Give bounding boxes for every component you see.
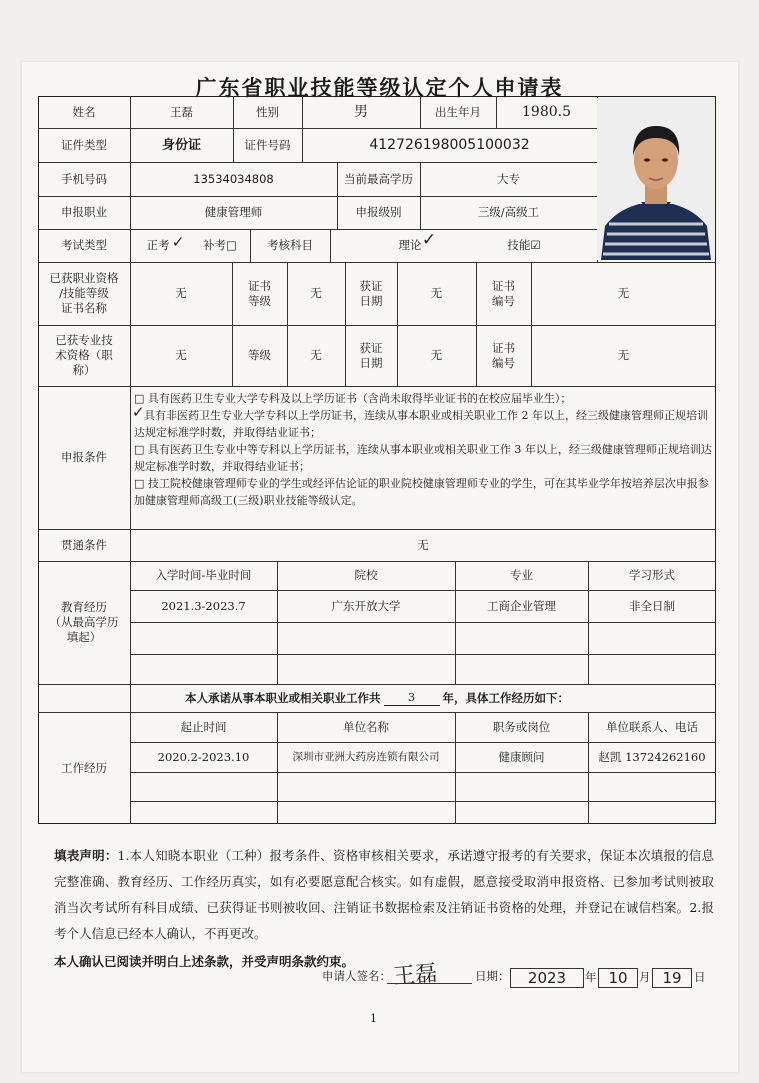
page-number: 1 (370, 1012, 377, 1025)
label-line: 编号 (492, 355, 515, 370)
condition-text: 具有非医药卫生专业大学专科以上学历证书，连续从事本职业或相关职业工作 2 年以上，经三级健康管理师正规培训达规定标准学时数，并取得结业证书； (134, 409, 708, 439)
row-line (38, 386, 716, 387)
edu-cell-time: 2021.3-2023.7 (161, 598, 246, 613)
work-promise (38, 684, 716, 712)
label-cert-no (476, 262, 531, 325)
work-header-time: 起止时间 (180, 719, 227, 734)
label-id-no: 证件号码 (244, 137, 291, 152)
conditions-list (134, 390, 712, 509)
value-cert-level: 无 (310, 286, 322, 300)
year-unit: 年 (585, 970, 597, 984)
condition-item: □ 具有医药卫生专业大学专科及以上学历证书（含尚未取得毕业证书的在校应届毕业生）； (134, 392, 572, 405)
label-obtain-date (345, 262, 397, 325)
work-cell-time: 2020.2-2023.10 (157, 749, 250, 764)
work-header-post: 职务或岗位 (492, 719, 551, 734)
label-line: /技能等级 (59, 286, 109, 300)
applicant-photo (597, 98, 715, 260)
row-line (130, 654, 716, 655)
sign-label: 申请人签名： (322, 969, 391, 983)
label-line: 证书 (248, 278, 271, 293)
label-through: 贯通条件 (61, 537, 107, 552)
work-header-contact: 单位联系人、电话 (606, 719, 698, 734)
label-conditions: 申报条件 (61, 450, 107, 464)
label-line: 教育经历 (61, 600, 107, 614)
work-cell-unit: 深圳市亚洲大药房连锁有限公司 (292, 750, 440, 763)
exam-normal-option: 正考 (146, 238, 170, 252)
value-through: 无 (417, 537, 429, 552)
label-edu: 当前最高学历 (344, 171, 413, 186)
value-id-no: 412726198005100032 (369, 136, 530, 153)
label-line: （从最高学历 (49, 615, 119, 629)
form-title: 广东省职业技能等级认定个人申请表 (195, 75, 564, 100)
exam-skill-option: 技能☑ (507, 238, 541, 252)
exam-theory-option: 理论 (398, 238, 422, 252)
value-tech-title: 无 (175, 348, 187, 362)
label-exam-type: 考试类型 (61, 238, 107, 252)
label-line: 称） (72, 363, 96, 377)
label-line: 等级 (248, 293, 271, 308)
declaration (54, 843, 714, 975)
value-level: 三级/高级工 (477, 205, 540, 219)
label-line: 术资格（职 (55, 348, 113, 362)
value-cert-no: 无 (617, 286, 630, 300)
value-grade: 无 (310, 348, 322, 362)
value-obtain-date-2: 无 (430, 348, 443, 362)
date-day: 19 (652, 968, 692, 988)
col-line (330, 229, 331, 262)
value-cert-name: 无 (175, 286, 187, 300)
check-mark-icon: ✓ (171, 233, 185, 251)
check-mark-icon: ✓ (132, 403, 145, 421)
label-line: 证书 (492, 278, 515, 293)
value-obtain-date: 无 (430, 286, 443, 300)
work-cell-contact: 赵凯 13724262160 (598, 749, 706, 764)
label-gender: 性别 (256, 104, 279, 119)
label-level: 申报级别 (355, 205, 402, 219)
label-obtain-date-2 (345, 325, 397, 386)
label-id-type: 证件类型 (61, 137, 107, 152)
value-gender: 男 (354, 103, 368, 120)
promise-years: 3 (384, 690, 440, 706)
label-name: 姓名 (72, 104, 96, 119)
signature: 王磊 (392, 961, 439, 990)
value-cert-no-2: 无 (617, 348, 630, 362)
label-tech-title (38, 325, 130, 386)
value-birth: 1980.5 (522, 103, 571, 120)
label-grade: 等级 (248, 348, 271, 362)
value-phone: 13534034808 (193, 171, 274, 186)
declaration-heading: 填表声明： (54, 848, 118, 863)
exam-makeup-option: 补考□ (203, 238, 237, 252)
date-year: 2023 (510, 968, 584, 988)
label-line: 证书 (492, 340, 515, 355)
label-line: 已获专业技 (55, 333, 113, 347)
label-edu-exp (38, 561, 130, 684)
label-birth: 出生年月 (435, 104, 481, 119)
edu-cell-school: 广东开放大学 (331, 598, 401, 613)
label-line: 获证 (359, 340, 383, 355)
date-label: 日期： (475, 969, 510, 983)
label-line: 获证 (359, 278, 383, 293)
label-line: 日期 (359, 293, 383, 308)
label-phone: 手机号码 (61, 171, 107, 186)
label-line: 填起） (66, 630, 102, 644)
label-exam-subject: 考核科目 (267, 238, 313, 252)
value-name: 王磊 (170, 104, 193, 119)
condition-item (132, 403, 712, 441)
label-cert-name (38, 262, 130, 325)
label-line: 已获职业资格 (49, 271, 119, 285)
edu-header-form: 学习形式 (629, 568, 675, 582)
condition-item: □ 具有医药卫生专业中等专科以上学历证书，连续从事本职业或相关职业工作 3 年以上，经三级健康管理师正规培训达规定标准学时数，并取得结业证书； (134, 443, 712, 473)
work-cell-post: 健康顾问 (498, 749, 545, 764)
promise-prefix: 本人承诺从事本职业或相关职业工作共 (185, 690, 381, 705)
edu-header-time: 入学时间-毕业时间 (155, 568, 252, 582)
work-header-unit: 单位名称 (343, 719, 389, 734)
edu-cell-form: 非全日制 (629, 598, 675, 613)
month-unit: 月 (639, 970, 651, 984)
row-line (130, 772, 716, 773)
portrait-icon (597, 98, 715, 260)
edu-cell-major: 工商企业管理 (487, 598, 556, 613)
value-job: 健康管理师 (204, 205, 263, 219)
row-line (130, 622, 716, 623)
label-cert-level (232, 262, 287, 325)
value-edu: 大专 (497, 171, 520, 186)
condition-item: □ 技工院校健康管理师专业的学生或经评估论证的职业院校健康管理师专业的学生，可在其毕业学年按培养层次申报参加健康管理师高级工(三级)职业技能等级认定。 (134, 477, 709, 507)
row-line (130, 801, 716, 802)
promise-suffix: 年，具体工作经历如下： (442, 690, 569, 705)
edu-header-major: 专业 (510, 568, 533, 582)
label-cert-no-2 (476, 325, 531, 386)
date-month: 10 (598, 968, 638, 988)
label-line: 日期 (359, 355, 383, 370)
label-line: 编号 (492, 293, 515, 308)
declaration-text: 1.本人知晓本职业（工种）报考条件、资格审核相关要求，承诺遵守报考的有关要求，保证本次填报的信息完整准确、教育经历、工作经历真实，如有必要愿意配合核实。如有虚假，愿意接受取消申报资格、已参加考试则被取消当次考试所有科目成绩、已获得证书则被收回、注销证书数据检索及注销证书资格的处理，并登记在诚信档案。2.报考个人信息已经本人确认，不再更改。 (54, 848, 714, 941)
sign-line (387, 983, 472, 984)
value-id-type: 身份证 (161, 137, 201, 153)
label-work-exp: 工作经历 (61, 760, 107, 775)
check-mark-icon: ✓ (421, 230, 437, 250)
declaration-confirm: 本人确认已阅读并明白上述条款，并受声明条款约束。 (54, 954, 355, 969)
edu-header-school: 院校 (354, 568, 378, 582)
label-job: 申报职业 (61, 205, 107, 219)
day-unit: 日 (694, 970, 706, 984)
label-line: 证书名称 (61, 301, 107, 315)
